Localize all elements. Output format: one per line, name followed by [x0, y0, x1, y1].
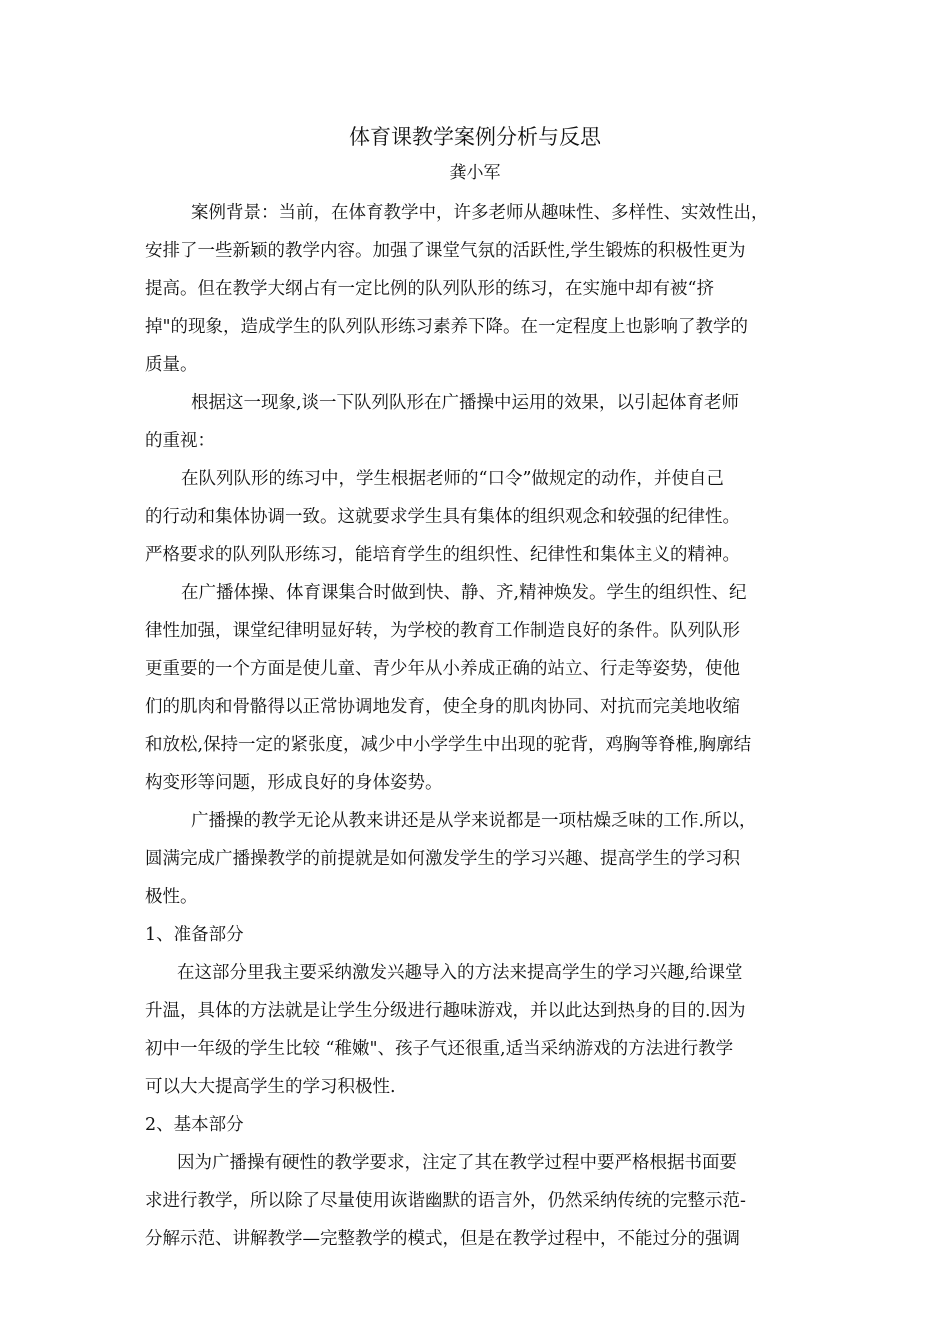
- text-line: 更重要的一个方面是使儿童、青少年从小养成正确的站立、行走等姿势，使他: [145, 659, 740, 679]
- text-line: 初中一年级的学生比较 “稚嫩"、孩子气还很重,适当采纳游戏的方法进行教学: [145, 1039, 734, 1059]
- text-line: 的行动和集体协调一致。这就要求学生具有集体的组织观念和较强的纪律性。: [145, 507, 740, 527]
- text-line: 掉"的现象，造成学生的队列队形练习素养下降。在一定程度上也影响了教学的: [145, 317, 749, 337]
- text-line: 分解示范、讲解教学—完整教学的模式，但是在教学过程中，不能过分的强调: [145, 1229, 740, 1249]
- text-line: 严格要求的队列队形练习，能培育学生的组织性、纪律性和集体主义的精神。: [145, 545, 740, 565]
- text-line: 因为广播操有硬性的教学要求，注定了其在教学过程中要严格根据书面要: [177, 1153, 737, 1173]
- text-line: 安排了一些新颖的教学内容。加强了课堂气氛的活跃性,学生锻炼的积极性更为: [145, 241, 746, 261]
- text-line: 升温，具体的方法就是让学生分级进行趣味游戏，并以此达到热身的目的.因为: [145, 1001, 746, 1021]
- text-line: 在广播体操、体育课集合时做到快、静、齐,精神焕发。学生的组织性、纪: [181, 583, 747, 603]
- text-line: 和放松,保持一定的紧张度，减少中小学学生中出现的驼背，鸡胸等脊椎,胸廓结: [145, 735, 752, 755]
- text-line: 们的肌肉和骨骼得以正常协调地发育，使全身的肌肉协同、对抗而完美地收缩: [145, 697, 740, 717]
- text-line: 在队列队形的练习中，学生根据老师的“口令”做规定的动作，并使自己: [181, 469, 724, 489]
- text-line: 可以大大提高学生的学习积极性.: [145, 1077, 396, 1097]
- text-line: 的重视：: [145, 431, 215, 451]
- section-heading: 1、准备部分: [145, 925, 244, 945]
- text-line: 求进行教学，所以除了尽量使用诙谐幽默的语言外，仍然采纳传统的完整示范-: [145, 1191, 746, 1211]
- text-line: 律性加强，课堂纪律明显好转，为学校的教育工作制造良好的条件。队列队形: [145, 621, 740, 641]
- text-line: 极性。: [145, 887, 198, 907]
- text-line: 圆满完成广播操教学的前提就是如何激发学生的学习兴趣、提高学生的学习积: [145, 849, 740, 869]
- document-body: [145, 194, 825, 1258]
- text-line: 在这部分里我主要采纳激发兴趣导入的方法来提高学生的学习兴趣,给课堂: [177, 963, 743, 983]
- section-heading: 2、基本部分: [145, 1115, 244, 1135]
- text-line: 案例背景：当前，在体育教学中，许多老师从趣味性、多样性、实效性出，: [191, 203, 769, 223]
- text-line: 构变形等问题，形成良好的身体姿势。: [145, 773, 443, 793]
- text-line: 广播操的教学无论从教来讲还是从学来说都是一项枯燥乏味的工作.所以，: [191, 811, 757, 831]
- text-line: 提高。但在教学大纲占有一定比例的队列队形的练习，在实施中却有被“挤: [145, 279, 714, 299]
- text-line: 质量。: [145, 355, 198, 375]
- text-line: 根据这一现象,谈一下队列队形在广播操中运用的效果，以引起体育老师: [191, 393, 740, 413]
- document-author: 龚小军: [449, 163, 501, 183]
- document-title: 体育课教学案例分析与反思: [349, 125, 601, 149]
